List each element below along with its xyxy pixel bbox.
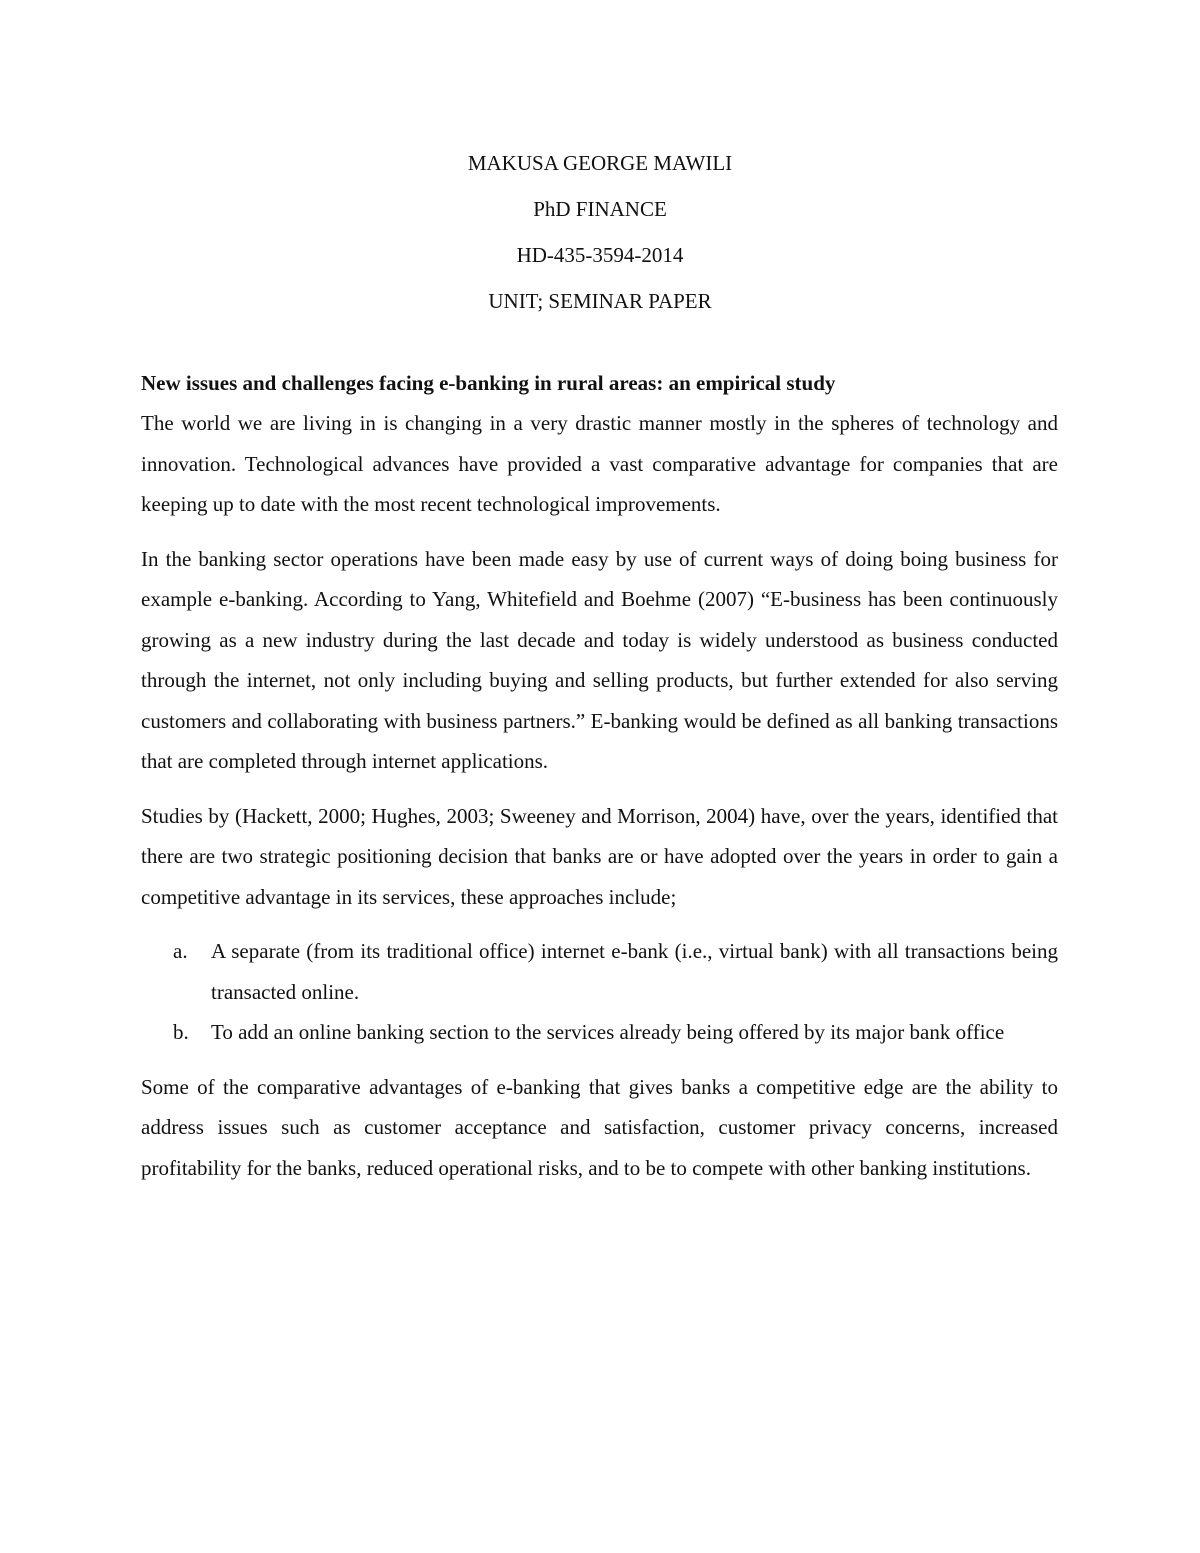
title-block xyxy=(0,140,1200,324)
list-marker: a. xyxy=(173,939,188,963)
paragraph-advantages: Some of the comparative advantages of e-banking that gives banks a competitive edge are the ability to address issues such as customer acceptance and satisfaction, customer privacy concerns, increased profitability for the banks, reduced operational risks, and to be to compete with other banking institutions. xyxy=(141,1074,1058,1180)
author-name: MAKUSA GEORGE MAWILI xyxy=(467,151,733,175)
list-marker: b. xyxy=(173,1020,189,1044)
list-item-text: To add an online banking section to the services already being offered by its major bank office xyxy=(211,1020,1005,1044)
paper-heading: New issues and challenges facing e-banking in rural areas: an empirical study xyxy=(141,371,836,395)
list-item xyxy=(141,931,1058,1012)
approaches-list xyxy=(141,931,1058,1053)
registration-number: HD-435-3594-2014 xyxy=(516,243,684,267)
document-body xyxy=(141,363,1058,1202)
unit-name: UNIT; SEMINAR PAPER xyxy=(488,289,712,313)
paragraph-intro: The world we are living in is changing in a very drastic manner mostly in the spheres of technology and innovation. Technological advances have provided a vast comparative advantage for companies that are keeping up to date with the most recent technological improvements. xyxy=(141,411,1058,516)
list-item-text: A separate (from its traditional office) internet e-bank (i.e., virtual bank) with all transactions being transacted online. xyxy=(211,939,1058,1004)
list-item xyxy=(141,1012,1058,1053)
program-name: PhD FINANCE xyxy=(533,197,667,221)
paragraph-banking-sector: In the banking sector operations have been made easy by use of current ways of doing boing business for example e-banking. According to Yang, Whitefield and Boehme (2007) “E-business has been continuously growing as a new industry during the last decade and today is widely understood as business conducted through the internet, not only including buying and selling products, but further extended for also serving customers and collaborating with business partners.” E-banking would be defined as all banking transactions that are completed through internet applications. xyxy=(141,546,1058,773)
paragraph-studies: Studies by (Hackett, 2000; Hughes, 2003; Sweeney and Morrison, 2004) have, over the years, identified that there are two strategic positioning decision that banks are or have adopted over the years in order to gain a competitive advantage in its services, these approaches include; xyxy=(141,803,1058,909)
